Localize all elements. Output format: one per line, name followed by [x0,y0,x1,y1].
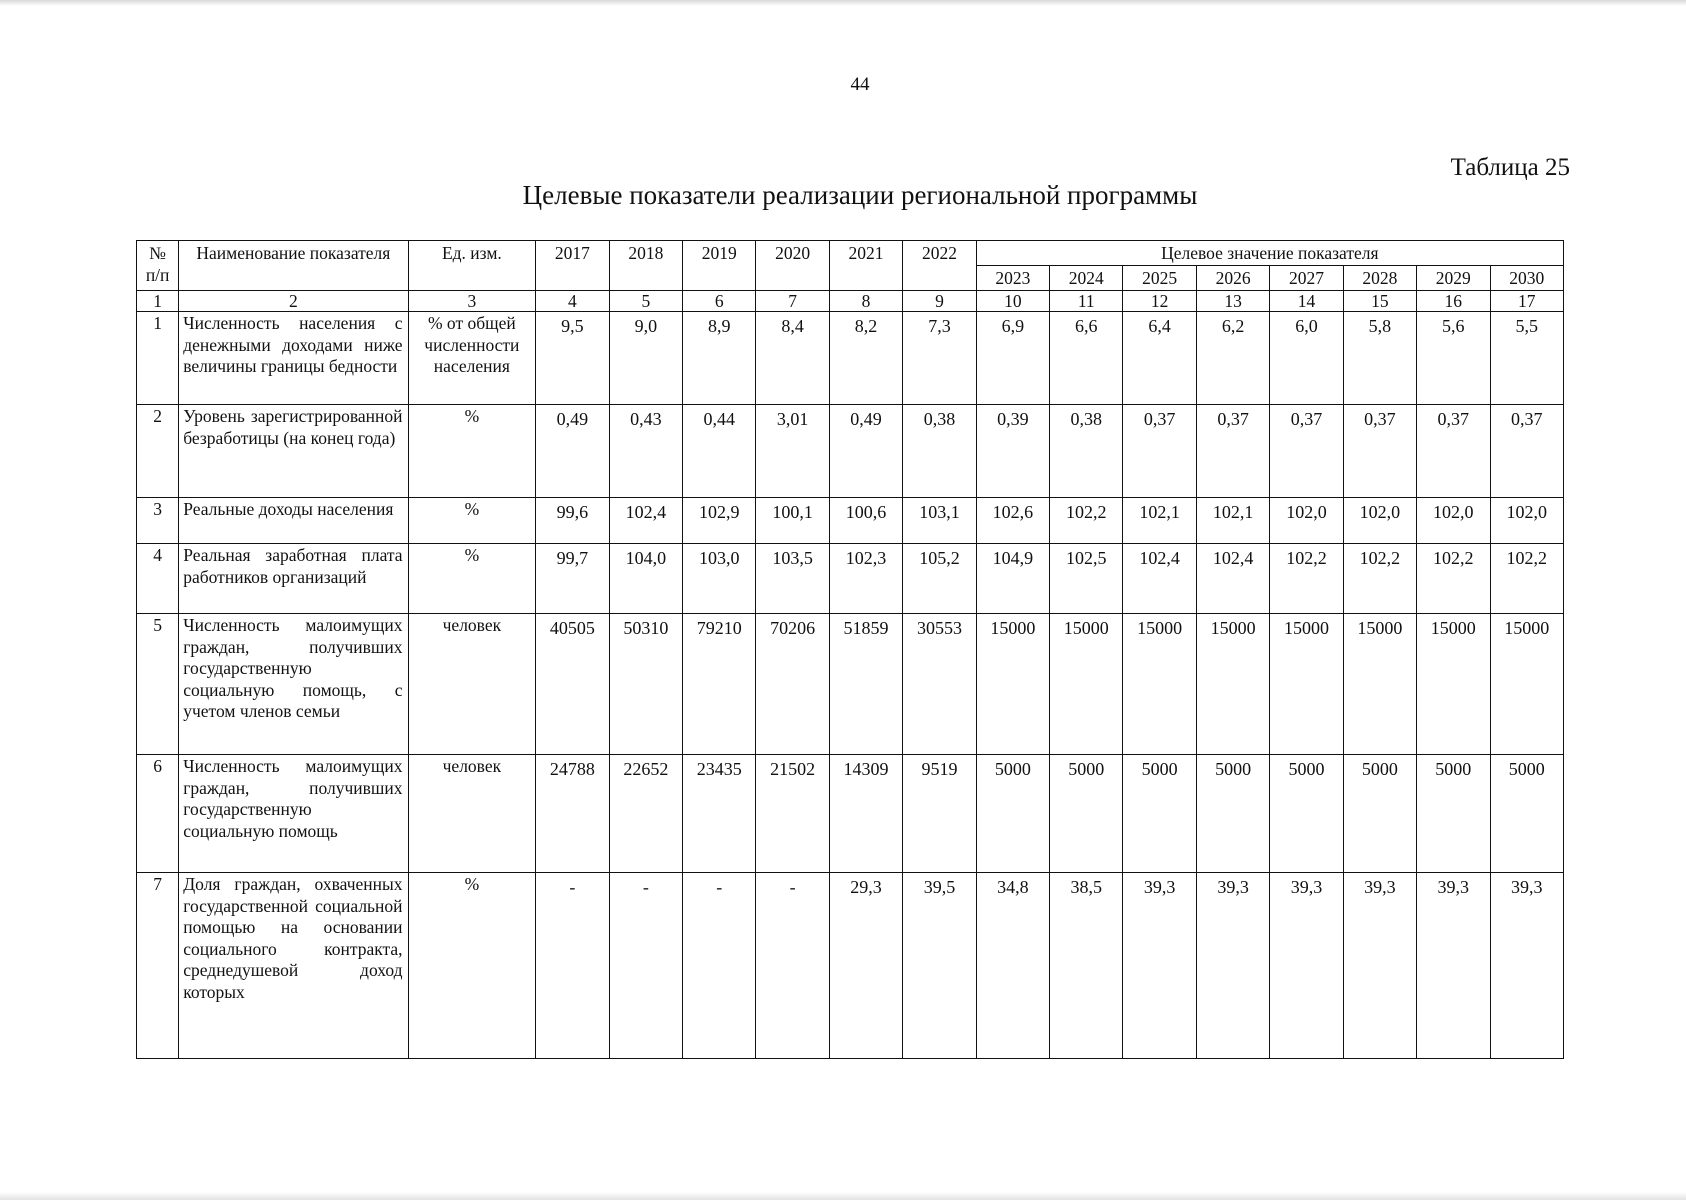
table-row [137,614,1564,755]
value-cell: 29,3 [829,873,902,1059]
value-cell: 6,4 [1123,312,1196,405]
value-cell: 103,1 [903,498,976,544]
indicators-table [136,240,1564,1059]
value-cell: 102,0 [1343,498,1416,544]
header-year: 2022 [903,241,976,291]
column-number: 13 [1196,291,1269,312]
table-title: Целевые показатели реализации региональной программы [522,180,1198,210]
header-row [137,241,1564,266]
value-cell: 5000 [1490,755,1564,873]
table-row [137,755,1564,873]
scan-edge-bottom [0,1192,1686,1200]
value-cell: 30553 [903,614,976,755]
unit: % от общей численности населения [408,312,536,405]
column-number: 3 [408,291,536,312]
value-cell: 5000 [1343,755,1416,873]
value-cell: 6,2 [1196,312,1269,405]
value-cell: 102,0 [1417,498,1490,544]
value-cell: 8,9 [683,312,756,405]
value-cell: 102,6 [976,498,1049,544]
value-cell: 7,3 [903,312,976,405]
value-cell: 39,3 [1270,873,1343,1059]
value-cell: 39,3 [1490,873,1564,1059]
value-cell: 102,2 [1417,544,1490,614]
header-year: 2020 [756,241,829,291]
value-cell: 15000 [1196,614,1269,755]
column-number: 12 [1123,291,1196,312]
row-num: 6 [137,755,179,873]
header-year: 2021 [829,241,902,291]
value-cell: 6,0 [1270,312,1343,405]
value-cell: 9,0 [609,312,682,405]
unit: человек [408,755,536,873]
header-num: № п/п [137,241,179,291]
value-cell: 5000 [1196,755,1269,873]
column-number: 7 [756,291,829,312]
value-cell: 5,5 [1490,312,1564,405]
indicator-name: Численность населения с денежными доходами ниже величины границы бедности [179,312,408,405]
value-cell: 102,4 [1196,544,1269,614]
value-cell: 3,01 [756,405,829,498]
value-cell: 103,0 [683,544,756,614]
unit: % [408,498,536,544]
row-num: 2 [137,405,179,498]
value-cell: 5000 [1417,755,1490,873]
table-row [137,498,1564,544]
value-cell: 40505 [536,614,609,755]
value-cell: 5000 [1050,755,1123,873]
value-cell: 0,44 [683,405,756,498]
value-cell: 5,6 [1417,312,1490,405]
column-number: 1 [137,291,179,312]
value-cell: 50310 [609,614,682,755]
value-cell: 0,37 [1343,405,1416,498]
value-cell: 0,37 [1417,405,1490,498]
value-cell: 15000 [1490,614,1564,755]
value-cell: 39,5 [903,873,976,1059]
value-cell: 6,9 [976,312,1049,405]
indicator-name: Реальная заработная плата работников организаций [179,544,408,614]
indicator-name: Доля граждан, охваченных государственной социальной помощью на основании социального контракта, среднедушевой доход которых [179,873,408,1059]
value-cell: 102,3 [829,544,902,614]
value-cell: - [536,873,609,1059]
value-cell: 102,2 [1270,544,1343,614]
row-num: 3 [137,498,179,544]
value-cell: 22652 [609,755,682,873]
column-numbers-row [137,291,1564,312]
header-target-year: 2028 [1343,266,1416,291]
value-cell: 39,3 [1343,873,1416,1059]
value-cell: 102,4 [609,498,682,544]
value-cell: 51859 [829,614,902,755]
value-cell: 102,2 [1490,544,1564,614]
value-cell: - [683,873,756,1059]
value-cell: 0,39 [976,405,1049,498]
unit: % [408,544,536,614]
value-cell: 0,37 [1123,405,1196,498]
value-cell: 102,1 [1123,498,1196,544]
value-cell: 99,7 [536,544,609,614]
unit: % [408,405,536,498]
indicator-name: Численность малоимущих граждан, получивших государственную социальную помощь, с учетом членов семьи [179,614,408,755]
column-number: 15 [1343,291,1416,312]
indicator-name: Реальные доходы населения [179,498,408,544]
header-year: 2018 [609,241,682,291]
column-number: 11 [1050,291,1123,312]
value-cell: 102,5 [1050,544,1123,614]
value-cell: 8,4 [756,312,829,405]
value-cell: 102,2 [1050,498,1123,544]
value-cell: 105,2 [903,544,976,614]
value-cell: 9,5 [536,312,609,405]
value-cell: 38,5 [1050,873,1123,1059]
value-cell: 102,4 [1123,544,1196,614]
value-cell: 5000 [976,755,1049,873]
value-cell: 15000 [1270,614,1343,755]
column-number: 10 [976,291,1049,312]
scan-edge-top [0,0,1686,6]
value-cell: 102,9 [683,498,756,544]
value-cell: 103,5 [756,544,829,614]
value-cell: 5,8 [1343,312,1416,405]
value-cell: 100,1 [756,498,829,544]
value-cell: 0,37 [1490,405,1564,498]
table-row [137,312,1564,405]
value-cell: 0,49 [536,405,609,498]
header-target-year: 2023 [976,266,1049,291]
column-number: 9 [903,291,976,312]
table-row [137,873,1564,1059]
value-cell: 15000 [1417,614,1490,755]
value-cell: 104,9 [976,544,1049,614]
header-name: Наименование показателя [179,241,408,291]
value-cell: 39,3 [1196,873,1269,1059]
unit: % [408,873,536,1059]
column-number: 4 [536,291,609,312]
value-cell: 5000 [1270,755,1343,873]
value-cell: 14309 [829,755,902,873]
value-cell: 0,43 [609,405,682,498]
value-cell: 0,37 [1196,405,1269,498]
value-cell: 79210 [683,614,756,755]
header-target-year: 2027 [1270,266,1343,291]
value-cell: 21502 [756,755,829,873]
header-target-year: 2026 [1196,266,1269,291]
table-row [137,544,1564,614]
value-cell: 102,0 [1490,498,1564,544]
column-number: 2 [179,291,408,312]
header-target-year: 2025 [1123,266,1196,291]
value-cell: 23435 [683,755,756,873]
column-number: 5 [609,291,682,312]
column-number: 14 [1270,291,1343,312]
value-cell: - [756,873,829,1059]
row-num: 4 [137,544,179,614]
header-target-year: 2024 [1050,266,1123,291]
value-cell: 15000 [1123,614,1196,755]
row-num: 1 [137,312,179,405]
header-target-year: 2029 [1417,266,1490,291]
value-cell: 102,1 [1196,498,1269,544]
value-cell: 0,37 [1270,405,1343,498]
value-cell: 70206 [756,614,829,755]
value-cell: 8,2 [829,312,902,405]
page-number: 44 [850,74,870,95]
header-target-year: 2030 [1490,266,1564,291]
value-cell: 34,8 [976,873,1049,1059]
value-cell: 24788 [536,755,609,873]
value-cell: 9519 [903,755,976,873]
value-cell: 100,6 [829,498,902,544]
value-cell: 102,0 [1270,498,1343,544]
table-row [137,405,1564,498]
value-cell: 39,3 [1417,873,1490,1059]
value-cell: 15000 [1050,614,1123,755]
value-cell: 102,2 [1343,544,1416,614]
value-cell: - [609,873,682,1059]
value-cell: 6,6 [1050,312,1123,405]
value-cell: 15000 [1343,614,1416,755]
header-year: 2019 [683,241,756,291]
value-cell: 104,0 [609,544,682,614]
header-year: 2017 [536,241,609,291]
row-num: 7 [137,873,179,1059]
column-number: 6 [683,291,756,312]
header-target-group: Целевое значение показателя [976,241,1563,266]
unit: человек [408,614,536,755]
value-cell: 0,38 [903,405,976,498]
table-label: Таблица 25 [1450,154,1570,181]
column-number: 17 [1490,291,1564,312]
indicator-name: Уровень зарегистрированной безработицы (на конец года) [179,405,408,498]
value-cell: 99,6 [536,498,609,544]
indicator-name: Численность малоимущих граждан, получивших государственную социальную помощь [179,755,408,873]
column-number: 8 [829,291,902,312]
value-cell: 15000 [976,614,1049,755]
value-cell: 39,3 [1123,873,1196,1059]
value-cell: 5000 [1123,755,1196,873]
column-number: 16 [1417,291,1490,312]
value-cell: 0,49 [829,405,902,498]
row-num: 5 [137,614,179,755]
header-unit: Ед. изм. [408,241,536,291]
value-cell: 0,38 [1050,405,1123,498]
